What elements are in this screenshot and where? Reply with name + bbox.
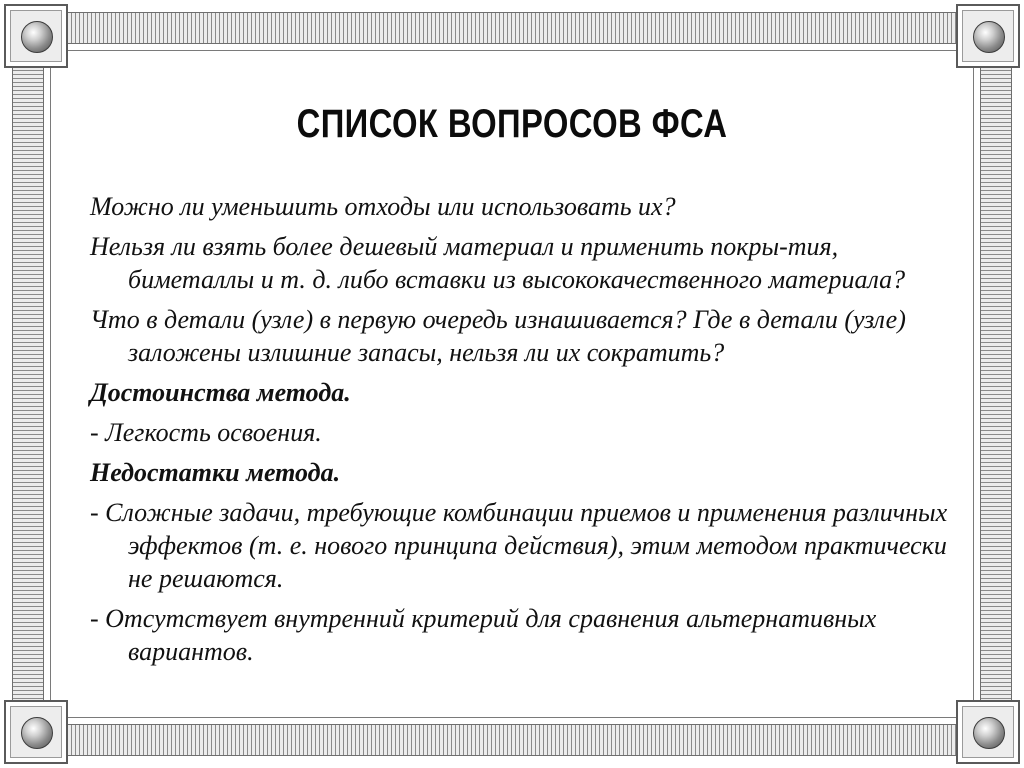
knob-icon <box>21 21 53 53</box>
frame-border-bottom <box>58 724 966 756</box>
disadvantages-heading: Недостатки метода. <box>90 458 341 487</box>
question-cheaper-material: Нельзя ли взять более дешевый материал и применить покры-тия, биметаллы и т. д. либо вставки из высококачественного материала? <box>90 232 906 294</box>
advantage-item: - Легкость освоения. <box>90 418 322 447</box>
disadvantage-item: - Сложные задачи, требующие комбинации приемов и применения различных эффектов (т. е. нового принципа действия), этим методом практически не решаются. <box>90 498 948 593</box>
question-reduce-waste: Можно ли уменьшить отходы или использовать их? <box>90 192 676 221</box>
frame-border-top <box>58 12 966 44</box>
advantages-heading: Достоинства метода. <box>90 378 351 407</box>
disadvantage-item: - Отсутствует внутренний критерий для сравнения альтернативных вариантов. <box>90 604 877 666</box>
corner-ornament-top-right <box>956 4 1020 68</box>
knob-icon <box>21 717 53 749</box>
corner-ornament-bottom-right <box>956 700 1020 764</box>
frame-border-right <box>980 60 1012 708</box>
slide-body <box>90 190 952 675</box>
knob-icon <box>973 717 1005 749</box>
corner-ornament-top-left <box>4 4 68 68</box>
slide-title: СПИСОК ВОПРОСОВ ФСА <box>296 102 728 146</box>
corner-ornament-bottom-left <box>4 700 68 764</box>
knob-icon <box>973 21 1005 53</box>
frame-border-left <box>12 60 44 708</box>
question-wear-reserves: Что в детали (узле) в первую очередь изнашивается? Где в детали (узле) заложены излишние запасы, нельзя ли их сократить? <box>90 305 906 367</box>
